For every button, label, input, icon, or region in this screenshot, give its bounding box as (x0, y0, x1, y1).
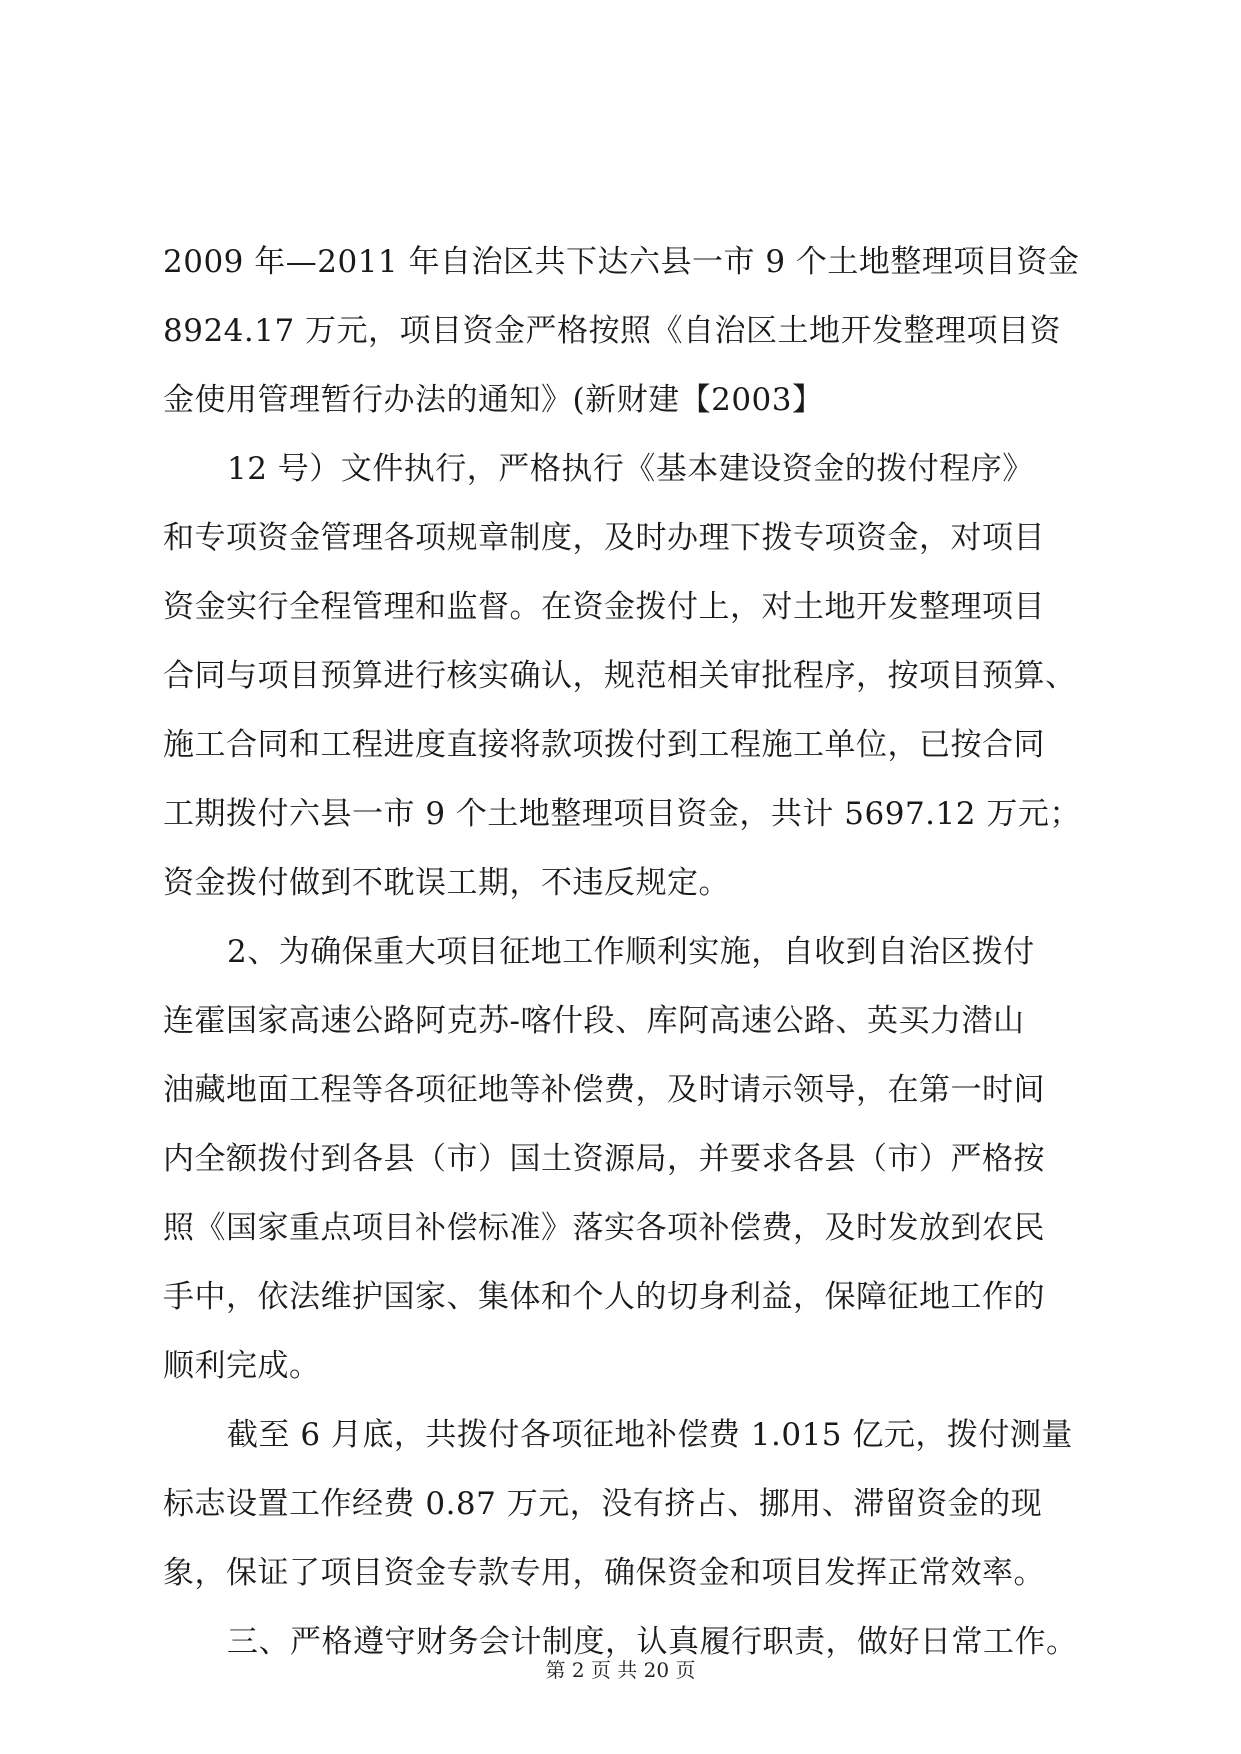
text-line: 内全额拨付到各县（市）国土资源局，并要求各县（市）严格按 (163, 1141, 1045, 1177)
text-line: 施工合同和工程进度直接将款项拨付到工程施工单位，已按合同 (163, 727, 1045, 763)
text-line: 标志设置工作经费 0.87 万元，没有挤占、挪用、滞留资金的现 (163, 1486, 1043, 1522)
text-line: 象，保证了项目资金专款专用，确保资金和项目发挥正常效率。 (163, 1555, 1045, 1591)
text-line: 手中，依法维护国家、集体和个人的切身利益，保障征地工作的 (163, 1279, 1045, 1315)
text-line: 8924.17 万元，项目资金严格按照《自治区土地开发整理项目资 (163, 313, 1062, 349)
text-line: 连霍国家高速公路阿克苏-喀什段、库阿高速公路、英买力潜山 (163, 1003, 1025, 1039)
page-footer: 第 2 页 共 20 页 (545, 1658, 696, 1682)
text-line: 和专项资金管理各项规章制度，及时办理下拨专项资金，对项目 (163, 520, 1045, 556)
text-line: 2、为确保重大项目征地工作顺利实施，自收到自治区拨付 (227, 934, 1035, 970)
text-line: 资金实行全程管理和监督。在资金拨付上，对土地开发整理项目 (163, 589, 1045, 625)
text-line: 金使用管理暂行办法的通知》(新财建【2003】 (163, 382, 824, 418)
text-line: 资金拨付做到不耽误工期，不违反规定。 (163, 865, 730, 901)
text-line: 三、严格遵守财务会计制度，认真履行职责，做好日常工作。 (227, 1624, 1078, 1660)
text-line: 照《国家重点项目补偿标准》落实各项补偿费，及时发放到农民 (163, 1210, 1045, 1246)
text-line: 截至 6 月底，共拨付各项征地补偿费 1.015 亿元，拨付测量 (227, 1417, 1073, 1453)
text-line: 油藏地面工程等各项征地等补偿费，及时请示领导，在第一时间 (163, 1072, 1045, 1108)
text-line: 顺利完成。 (163, 1348, 321, 1384)
text-line: 工期拨付六县一市 9 个土地整理项目资金，共计 5697.12 万元； (163, 796, 1081, 832)
document-body (163, 228, 1083, 1677)
text-line: 12 号）文件执行，严格执行《基本建设资金的拨付程序》 (227, 451, 1034, 487)
text-line: 2009 年—2011 年自治区共下达六县一市 9 个土地整理项目资金 (163, 244, 1080, 280)
text-line: 合同与项目预算进行核实确认，规范相关审批程序，按项目预算、 (163, 658, 1077, 694)
